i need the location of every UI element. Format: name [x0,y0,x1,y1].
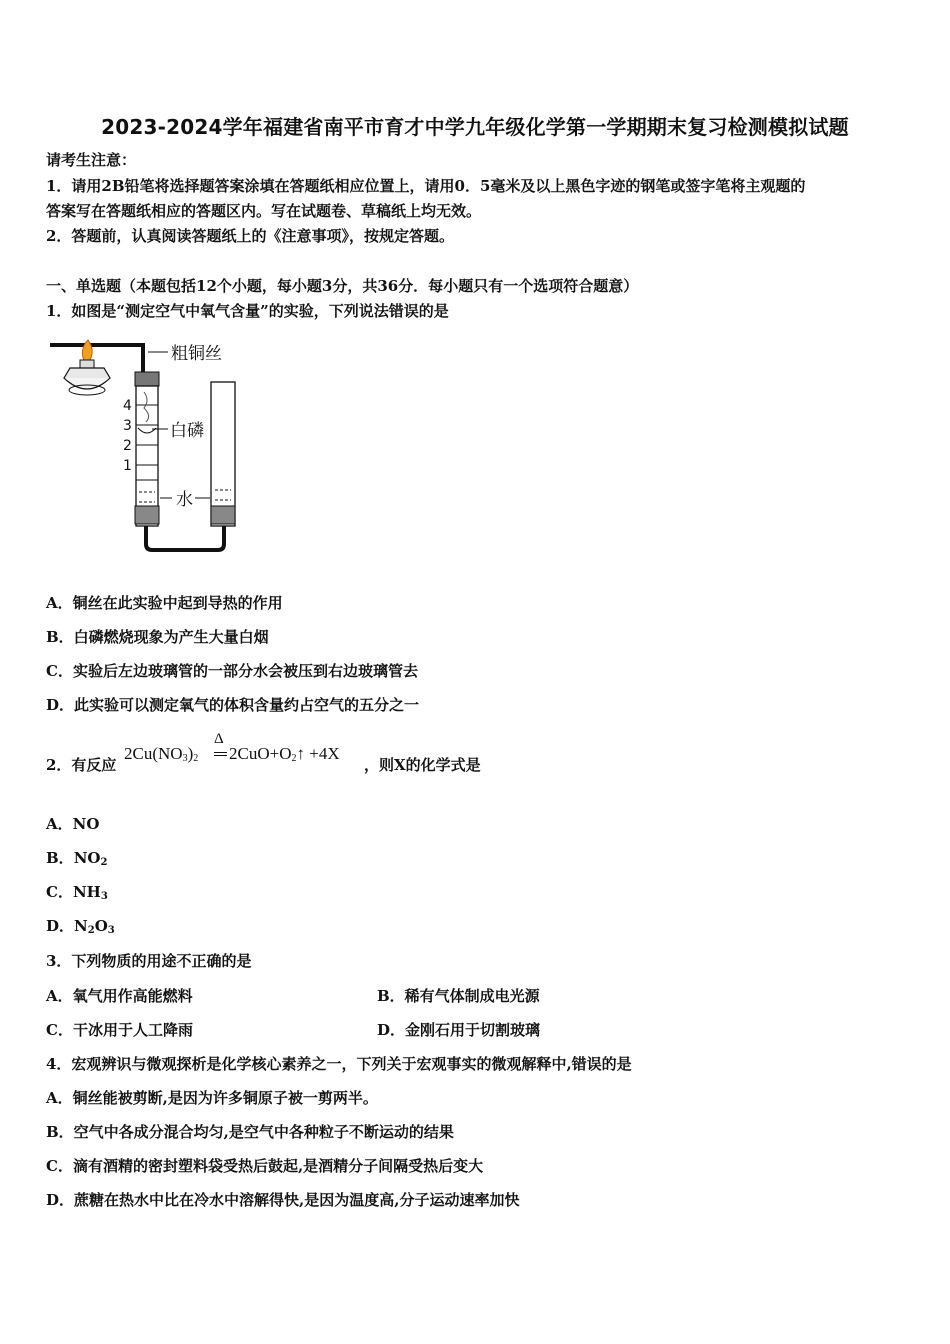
q1-option-a: A．铜丝在此实验中起到导热的作用 [46,594,283,612]
q3-option-c: C．干冰用于人工降雨 [46,1021,193,1039]
right-glass-tube [211,382,235,526]
q2-equals-sign [214,752,227,756]
q3-option-a: A．氧气用作高能燃料 [46,987,193,1005]
q2-delta-condition: Δ [214,731,224,747]
connecting-hose [146,526,224,550]
q3-stem: 3．下列物质的用途不正确的是 [46,952,252,970]
label-copper-wire: 粗铜丝 [171,344,222,364]
q2-option-a: A．NO [46,815,100,833]
scale-2: 2 [123,438,132,454]
q4-option-d: D．蔗糖在热水中比在冷水中溶解得快,是因为温度高,分子运动速率加快 [46,1191,520,1209]
q2-option-d: D．$N_2O_3$ [46,917,115,936]
q4-stem: 4．宏观辨识与微观探析是化学核心素养之一，下列关于宏观事实的微观解释中,错误的是 [46,1055,632,1073]
q4-option-a: A．铜丝能被剪断,是因为许多铜原子被一剪两半。 [46,1089,378,1107]
page-title: 2023-2024学年福建省南平市育才中学九年级化学第一学期期末复习检测模拟试题 [101,115,849,139]
q2-equation-lhs: $2Cu(NO_3)_2$ [124,744,199,764]
label-white-phosphorus: 白磷 [170,421,204,441]
label-water: 水 [176,490,193,510]
q4-option-c: C．滴有酒精的密封塑料袋受热后鼓起,是酒精分子间隔受热后变大 [46,1157,484,1175]
section-heading: 一、单选题（本题包括12个小题，每小题3分，共36分．每小题只有一个选项符合题意） [46,277,639,295]
q2-equation-rhs: $2CuO+O_2↑ +4X$ [229,744,340,764]
alcohol-lamp [64,340,110,395]
scale-1: 1 [123,458,132,474]
notice-line-1: 1．请用2B铅笔将选择题答案涂填在答题纸相应位置上，请用0．5毫米及以上黑色字迹的钢笔或签字笔将主观题的 [46,177,806,195]
q1-option-d: D．此实验可以测定氧气的体积含量约占空气的五分之一 [46,696,420,714]
notice-heading: 请考生注意： [46,151,137,169]
q2-suffix: ，则X的化学式是 [364,756,481,774]
scale-3: 3 [123,418,132,434]
q1-option-c: C．实验后左边玻璃管的一部分水会被压到右边玻璃管去 [46,662,418,680]
left-glass-tube [135,372,159,526]
q3-option-d: D．金刚石用于切割玻璃 [377,1021,541,1039]
q1-apparatus-figure [40,330,280,560]
q2-prefix: 2．有反应 [46,756,117,774]
q3-option-b: B．稀有气体制成电光源 [377,987,540,1005]
notice-line-2: 2．答题前，认真阅读答题纸上的《注意事项》，按规定答题。 [46,227,454,245]
notice-line-1b: 答案写在答题纸相应的答题区内。写在试题卷、草稿纸上均无效。 [46,202,482,220]
scale-4: 4 [123,398,132,414]
q2-option-c: C．$NH_3$ [46,883,108,902]
q2-option-b: B．$NO_2$ [46,849,108,868]
q1-stem: 1．如图是“测定空气中氧气含量”的实验，下列说法错误的是 [46,302,449,320]
q1-option-b: B．白磷燃烧现象为产生大量白烟 [46,628,269,646]
q4-option-b: B．空气中各成分混合均匀,是空气中各种粒子不断运动的结果 [46,1123,454,1141]
